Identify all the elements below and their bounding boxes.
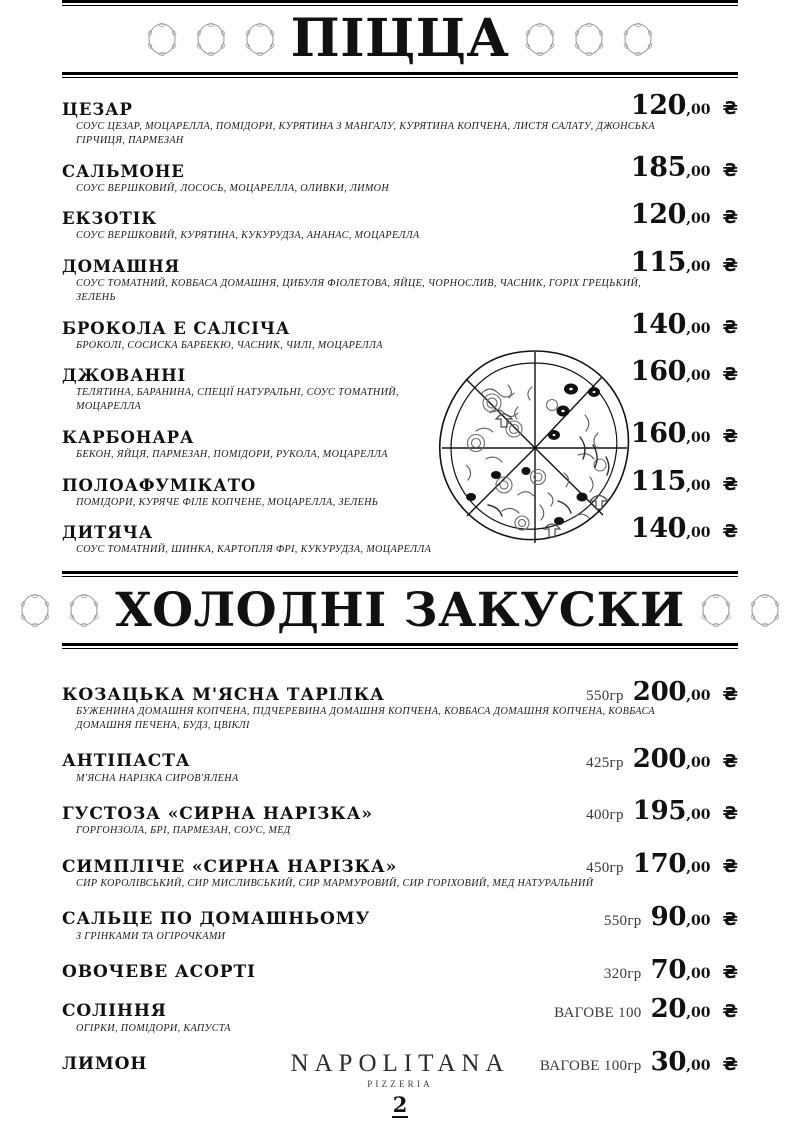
menu-item-header xyxy=(62,902,738,933)
ornament-group-left-cold xyxy=(18,591,101,629)
menu-item-name: ПОЛОАФУМІКАТО xyxy=(62,475,257,495)
currency-symbol: ₴ xyxy=(722,159,738,181)
currency-symbol: ₴ xyxy=(722,856,738,878)
menu-item-header xyxy=(62,515,738,543)
menu-item-name: САЛЬМОНЕ xyxy=(62,161,185,181)
ornament-group-right-cold xyxy=(699,591,782,629)
wreath-circle-icon xyxy=(748,591,782,629)
menu-item-name: ЕКЗОТІК xyxy=(62,209,158,229)
menu-item-weight: 550гр xyxy=(603,913,642,930)
menu-item[interactable] xyxy=(62,904,738,944)
currency-symbol: ₴ xyxy=(722,909,738,931)
brand-name: NAPOLITANA xyxy=(290,1050,510,1078)
menu-item-description: СОУС ТОМАТНИЙ, КОВБАСА ДОМАШНЯ, ЦИБУЛЯ ФІОЛЕТОВА, ЯЙЦЕ, ЧОРНОСЛИВ, ЧАСНИК, ГОРІХ ГРЕЦЬКИЙ, ЗЕЛЕНЬ xyxy=(76,278,642,303)
menu-item-header xyxy=(62,796,738,827)
menu-item-price: 170,00 xyxy=(632,849,711,880)
menu-list-pizza xyxy=(62,92,738,557)
menu-item-header xyxy=(62,849,738,880)
currency-symbol: ₴ xyxy=(722,207,738,229)
section-banner-pizza xyxy=(62,0,738,78)
menu-item-price-group xyxy=(603,954,738,985)
menu-item[interactable] xyxy=(62,679,738,733)
menu-item-header xyxy=(62,358,738,386)
menu-item-description: СОУС ВЕРШКОВИЙ, ЛОСОСЬ, МОЦАРЕЛЛА, ОЛИВКИ, ЛИМОН xyxy=(76,182,390,194)
wreath-circle-icon xyxy=(18,591,52,629)
currency-symbol: ₴ xyxy=(722,684,738,706)
menu-item[interactable] xyxy=(62,249,738,305)
menu-item-name: САЛЬЦЕ ПО ДОМАШНЬОМУ xyxy=(62,909,371,930)
menu-item-header xyxy=(62,465,738,497)
wreath-circle-icon xyxy=(699,591,733,629)
wreath-circle-icon xyxy=(67,591,101,629)
menu-item-header xyxy=(62,677,738,708)
menu-item-price-group xyxy=(586,849,738,880)
menu-item-price-group xyxy=(630,151,738,183)
menu-item-header xyxy=(62,308,738,340)
menu-item-name: ЛИМОН xyxy=(62,1054,148,1074)
currency-symbol: ₴ xyxy=(722,1000,738,1022)
menu-item-price-group xyxy=(586,743,738,774)
menu-item-header xyxy=(62,993,738,1024)
menu-item-description: БЕКОН, ЯЙЦЯ, ПАРМЕЗАН, ПОМІДОРИ, РУКОЛА, МОЦАРЕЛЛА xyxy=(76,448,388,460)
menu-item-price: 185,00 xyxy=(630,151,711,183)
menu-item-weight: ВАГОВЕ 100гр xyxy=(539,1057,642,1074)
rule-thick-top xyxy=(62,571,738,574)
menu-item-name: ОВОЧЕВЕ АСОРТІ xyxy=(62,962,256,983)
menu-item[interactable] xyxy=(62,417,738,462)
menu-item-price-group xyxy=(630,465,738,497)
menu-item-price: 90,00 xyxy=(650,902,711,933)
menu-item-price-group xyxy=(631,201,738,229)
menu-item-header xyxy=(62,151,738,183)
menu-item-weight: 450гр xyxy=(586,860,624,877)
currency-symbol: ₴ xyxy=(722,473,738,495)
menu-list-cold xyxy=(62,677,738,1077)
menu-item-name: ДЖОВАННІ xyxy=(62,366,187,386)
menu-item-price: 160,00 xyxy=(630,417,711,449)
menu-item-price: 200,00 xyxy=(632,743,711,774)
wreath-circle-icon xyxy=(194,20,228,58)
menu-item-description: З ГРІНКАМИ ТА ОГІРОЧКАМИ xyxy=(76,931,226,943)
menu-item-name: КОЗАЦЬКА М'ЯСНА ТАРІЛКА xyxy=(62,684,385,705)
menu-item-price-group xyxy=(603,902,738,933)
menu-item-price: 195,00 xyxy=(632,796,711,827)
section-title-pizza: ПІЦЦА xyxy=(290,8,510,69)
menu-item-price: 200,00 xyxy=(632,677,711,708)
menu-item-header xyxy=(62,92,738,120)
menu-item-header xyxy=(62,743,738,774)
menu-item[interactable] xyxy=(62,201,738,243)
menu-item-price: 20,00 xyxy=(650,993,711,1024)
menu-item-description: ПОМІДОРИ, КУРЯЧЕ ФІЛЕ КОПЧЕНЕ, МОЦАРЕЛЛА, ЗЕЛЕНЬ xyxy=(76,496,379,508)
currency-symbol: ₴ xyxy=(722,98,738,119)
menu-item-price-group xyxy=(631,249,738,277)
menu-item-price: 120,00 xyxy=(630,199,711,231)
wreath-circle-icon xyxy=(572,20,606,58)
menu-item-price: 160,00 xyxy=(630,356,711,388)
menu-item[interactable] xyxy=(62,515,738,557)
rule-thin-bottom xyxy=(62,77,738,78)
menu-item-price-group xyxy=(586,677,738,708)
menu-item-price-group xyxy=(586,796,738,827)
menu-item-price-group xyxy=(630,417,738,449)
menu-item-header xyxy=(62,417,738,449)
rule-thick-bottom xyxy=(62,643,738,646)
wreath-circle-icon xyxy=(621,20,655,58)
menu-item-weight: ВАГОВЕ 100 xyxy=(554,1004,642,1021)
menu-item[interactable] xyxy=(62,308,738,353)
brand-subtitle: PIZZERIA xyxy=(367,1078,433,1089)
wreath-circle-icon xyxy=(523,20,557,58)
menu-item-header xyxy=(62,954,738,985)
menu-item-weight: 425гр xyxy=(586,754,624,771)
menu-item[interactable] xyxy=(62,151,738,196)
menu-item-description: СОУС ЦЕЗАР, МОЦАРЕЛЛА, ПОМІДОРИ, КУРЯТИНА З МАНГАЛУ, КУРЯТИНА КОПЧЕНА, ЛИСТЯ САЛАТУ, ДЖОНСЬКА ГІРЧИЦЯ, ПАРМЕЗАН xyxy=(76,121,655,146)
menu-item-description: М'ЯСНА НАРІЗКА СИРОВ'ЯЛЕНА xyxy=(76,772,239,784)
menu-item-name: ГУСТОЗА «СИРНА НАРІЗКА» xyxy=(62,803,373,824)
menu-item[interactable] xyxy=(62,743,738,786)
menu-item-price-group xyxy=(631,515,738,543)
currency-symbol: ₴ xyxy=(722,521,738,543)
menu-item-price: 30,00 xyxy=(650,1046,711,1077)
rule-thick-top xyxy=(62,0,738,3)
menu-item[interactable] xyxy=(62,993,738,1036)
menu-item[interactable] xyxy=(62,92,738,148)
menu-item-name: БРОКОЛА Е САЛСІЧА xyxy=(62,318,291,338)
menu-item-price: 115,00 xyxy=(630,247,711,279)
banner-body-cold xyxy=(62,577,738,643)
menu-item-price: 120,00 xyxy=(630,90,711,121)
section-title-cold: ХОЛОДНІ ЗАКУСКИ xyxy=(115,582,685,638)
menu-item[interactable] xyxy=(62,798,738,838)
menu-item-price: 115,00 xyxy=(630,465,711,497)
page-footer xyxy=(0,1046,800,1118)
menu-item-price-group xyxy=(631,358,738,386)
currency-symbol: ₴ xyxy=(722,961,738,983)
page-number: 2 xyxy=(392,1091,408,1117)
menu-item-description: СИР КОРОЛІВСЬКИЙ, СИР МИСЛИВСЬКИЙ, СИР МАРМУРОВИЙ, СИР ГОРІХОВИЙ, МЕД НАТУРАЛЬНИЙ xyxy=(76,878,594,890)
currency-symbol: ₴ xyxy=(722,750,738,772)
menu-item-name: СИМПЛІЧЕ «СИРНА НАРІЗКА» xyxy=(62,856,398,877)
wreath-circle-icon xyxy=(145,20,179,58)
menu-item-name: АНТІПАСТА xyxy=(62,751,191,772)
menu-item-description: ТЕЛЯТИНА, БАРАНИНА, СПЕЦІЇ НАТУРАЛЬНІ, СОУС ТОМАТНИЙ, МОЦАРЕЛЛА xyxy=(76,387,399,413)
rule-thick-bottom xyxy=(62,72,738,75)
menu-item-description: БРОКОЛІ, СОСИСКА БАРБЕКЮ, ЧАСНИК, ЧИЛІ, МОЦАРЕЛЛА xyxy=(76,339,383,351)
ornament-group-right-pizza xyxy=(523,20,655,58)
currency-symbol: ₴ xyxy=(722,425,738,447)
menu-item-price-group xyxy=(554,993,738,1024)
menu-item-name: ДИТЯЧА xyxy=(62,523,153,543)
menu-item-name: КАРБОНАРА xyxy=(62,427,195,447)
menu-item-description: ГОРГОНЗОЛА, БРІ, ПАРМЕЗАН, СОУС, МЕД xyxy=(76,825,291,837)
menu-item-weight: 400гр xyxy=(586,807,624,824)
menu-item-header xyxy=(62,249,738,277)
menu-item-weight: 320гр xyxy=(603,965,642,982)
menu-item-price: 140,00 xyxy=(630,308,711,340)
ornament-group-left-pizza xyxy=(145,20,277,58)
section-banner-cold xyxy=(62,571,738,649)
currency-symbol: ₴ xyxy=(722,316,738,338)
menu-item-name: ДОМАШНЯ xyxy=(62,257,181,277)
banner-body-pizza xyxy=(62,6,738,72)
wreath-circle-icon xyxy=(243,20,277,58)
menu-item-description: БУЖЕНИНА ДОМАШНЯ КОПЧЕНА, ПІДЧЕРЕВИНА ДОМАШНЯ КОПЧЕНА, КОВБАСА ДОМАШНЯ КОПЧЕНА, КОВБАСА ДОМАШНЯ ПЕЧЕНА, БУДЗ, ЦВІКЛІ xyxy=(76,706,655,731)
menu-item-description: СОУС ТОМАТНИЙ, ШИНКА, КАРТОПЛЯ ФРІ, КУКУРУДЗА, МОЦАРЕЛЛА xyxy=(76,544,432,556)
menu-item[interactable] xyxy=(62,358,738,414)
menu-item-price-group xyxy=(631,92,738,120)
currency-symbol: ₴ xyxy=(722,803,738,825)
rule-thin-bottom xyxy=(62,648,738,649)
menu-item-description: ОГІРКИ, ПОМІДОРИ, КАПУСТА xyxy=(76,1022,231,1034)
menu-item-description: СОУС ВЕРШКОВИЙ, КУРЯТИНА, КУКУРУДЗА, АНАНАС, МОЦАРЕЛЛА xyxy=(76,230,420,242)
menu-item-price: 70,00 xyxy=(650,954,711,985)
menu-item-name: ЦЕЗАР xyxy=(62,100,133,120)
currency-symbol: ₴ xyxy=(722,255,738,277)
menu-item-name: СОЛІННЯ xyxy=(62,1001,167,1022)
menu-item-weight: 550гр xyxy=(586,688,624,705)
menu-item[interactable] xyxy=(62,954,738,985)
menu-item-price-group xyxy=(630,308,738,340)
menu-item[interactable] xyxy=(62,851,738,891)
menu-item-price: 140,00 xyxy=(630,513,711,545)
menu-item[interactable] xyxy=(62,465,738,510)
currency-symbol: ₴ xyxy=(722,1053,738,1075)
currency-symbol: ₴ xyxy=(722,364,738,386)
menu-item-header xyxy=(62,201,738,229)
